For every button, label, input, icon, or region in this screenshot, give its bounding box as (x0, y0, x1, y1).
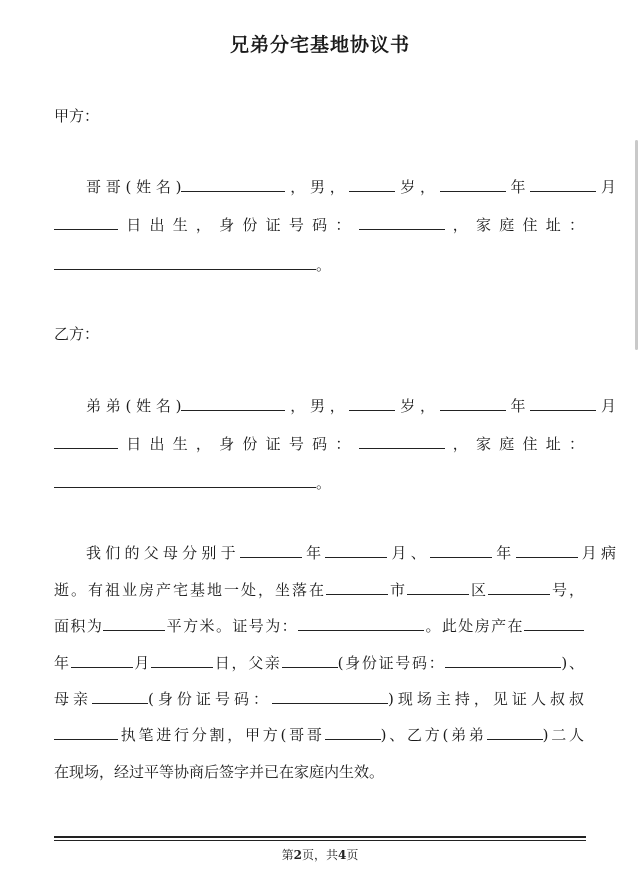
footer-rule-thick (54, 836, 586, 838)
brother-id-number-blank[interactable] (359, 214, 445, 230)
mother-death-month-blank[interactable] (516, 542, 578, 558)
body-line-1: 我们的父母分别于 年 月、 年 月病 (86, 544, 616, 562)
party-b-line-1: 弟弟(姓名) ，男， 岁， 年 月 (86, 397, 616, 415)
body-line-4: 年 月 日，父亲 (身份证号码： )、 (54, 654, 584, 672)
younger-brother-birth-day-blank[interactable] (54, 433, 118, 449)
party-a-name-blank[interactable] (325, 724, 381, 740)
scrollbar[interactable] (635, 140, 638, 350)
younger-brother-birth-month-blank[interactable] (530, 395, 596, 411)
area-blank[interactable] (103, 615, 165, 631)
total-pages: 4 (338, 848, 347, 862)
page-number: 第2页，共4页 (281, 848, 359, 862)
body-line-2: 逝。有祖业房产宅基地一处，坐落在 市 区 号， (54, 581, 584, 599)
district-blank[interactable] (407, 579, 469, 595)
certificate-number-blank[interactable] (298, 615, 424, 631)
party-b-line-2: 日出生，身份证号码： ，家庭住址： (54, 433, 584, 455)
father-id-blank[interactable] (445, 652, 561, 668)
father-death-year-blank[interactable] (240, 542, 302, 558)
mother-id-blank[interactable] (272, 688, 388, 704)
younger-brother-age-blank[interactable] (349, 395, 395, 411)
brother-birth-year-blank[interactable] (440, 176, 506, 192)
partition-month-blank[interactable] (71, 652, 133, 668)
body-line-3: 面积为 平方米。证号为： 。此处房产在 (54, 615, 584, 637)
younger-brother-birth-year-blank[interactable] (440, 395, 506, 411)
younger-brother-name-blank[interactable] (181, 395, 285, 411)
party-a-line-1: 哥哥(姓名) ，男， 岁， 年 月 (86, 178, 616, 196)
mother-name-blank[interactable] (92, 688, 148, 704)
brother-age-blank[interactable] (349, 176, 395, 192)
brother-name-blank[interactable] (181, 176, 285, 192)
city-blank[interactable] (326, 579, 388, 595)
younger-brother-id-number-blank[interactable] (359, 433, 445, 449)
footer-rule-thin (54, 840, 586, 841)
father-death-month-blank[interactable] (325, 542, 387, 558)
brother-birth-day-blank[interactable] (54, 214, 118, 230)
body-line-5: 母亲 (身份证号码： )现场主持，见证人叔叔 (54, 690, 584, 708)
current-page: 2 (293, 848, 302, 862)
brother-birth-month-blank[interactable] (530, 176, 596, 192)
brother-address-blank[interactable] (54, 254, 316, 270)
party-a-line-3: 。 (54, 254, 584, 276)
partition-year-blank[interactable] (524, 615, 584, 631)
body-line-7: 在现场，经过平等协商后签字并已在家庭内生效。 (54, 763, 385, 781)
party-b-name-blank[interactable] (487, 724, 543, 740)
mother-death-year-blank[interactable] (430, 542, 492, 558)
party-b-line-3: 。 (54, 472, 584, 494)
party-a-label: 甲方： (54, 107, 100, 125)
body-line-6: 执笔进行分割，甲方(哥哥 )、乙方(弟弟 )二人 (54, 724, 584, 746)
document-title: 兄弟分宅基地协议书 (229, 34, 410, 56)
younger-brother-name-label: 弟弟(姓名) (86, 397, 182, 415)
party-a-line-2: 日出生，身份证号码： ，家庭住址： (54, 214, 584, 236)
father-name-blank[interactable] (282, 652, 338, 668)
house-number-blank[interactable] (488, 579, 550, 595)
party-b-label: 乙方： (54, 325, 100, 343)
partition-day-blank[interactable] (151, 652, 213, 668)
witness-uncle-name-blank[interactable] (54, 724, 118, 740)
younger-brother-address-blank[interactable] (54, 472, 316, 488)
brother-name-label: 哥哥(姓名) (86, 178, 182, 196)
